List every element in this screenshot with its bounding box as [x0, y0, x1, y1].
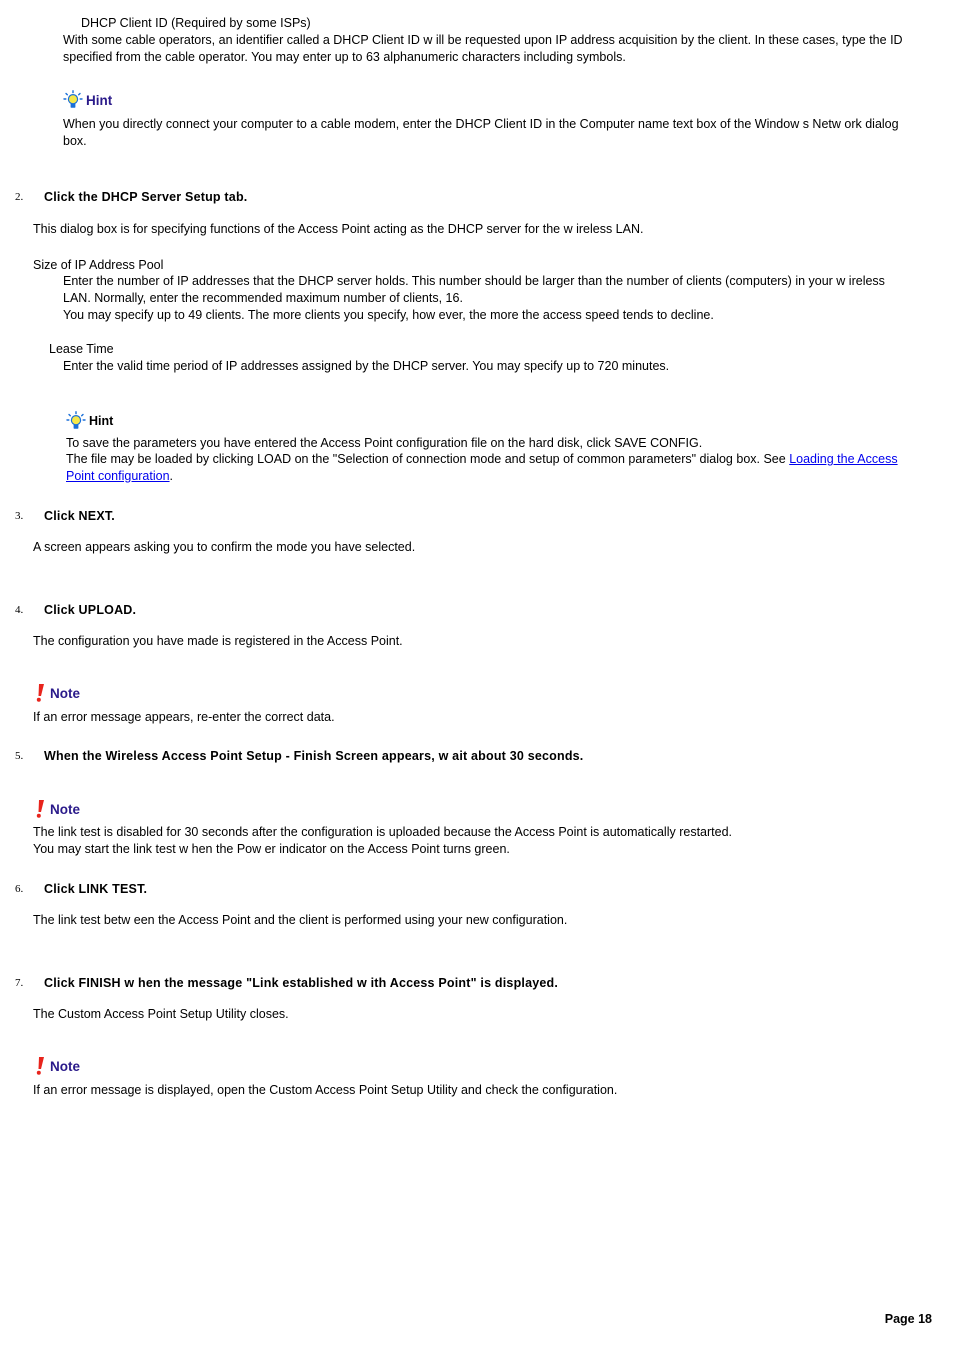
hint-line3: [66, 468, 173, 485]
note-line1: If an error message appears, re-enter the correct data.: [33, 710, 335, 724]
note-callout: [33, 1056, 80, 1076]
step-number: 2.: [15, 191, 24, 203]
step-title: Click the DHCP Server Setup tab.: [44, 190, 248, 204]
step-title: When the Wireless Access Point Setup - Finish Screen appears, w ait about 30 seconds.: [44, 749, 584, 763]
pool-line3: You may specify up to 49 clients. The more clients you specify, how ever, the more the access speed tends to decline.: [63, 308, 714, 322]
step-description: The Custom Access Point Setup Utility closes.: [33, 1007, 289, 1021]
hint-label: Hint: [89, 414, 114, 428]
note-label: Note: [50, 1058, 80, 1074]
exclamation-icon: [33, 1056, 47, 1076]
loading-config-link[interactable]: Loading the Access: [789, 452, 898, 466]
hint-period: .: [169, 469, 174, 483]
hint-line2: [66, 451, 898, 468]
hint-label: Hint: [86, 92, 113, 108]
note-label: Note: [50, 801, 80, 817]
pool-line2: LAN. Normally, enter the recommended maximum number of clients, 16.: [63, 291, 463, 305]
step-title: Click LINK TEST.: [44, 882, 148, 896]
note-label: Note: [50, 685, 80, 701]
pool-title: Size of IP Address Pool: [33, 258, 164, 272]
loading-config-link-continued[interactable]: Point configuration: [66, 469, 170, 483]
step-description: A screen appears asking you to confirm the mode you have selected.: [33, 540, 416, 554]
lease-line1: Enter the valid time period of IP addresses assigned by the DHCP server. You may specify up to 720 minutes.: [63, 359, 670, 373]
exclamation-icon: [33, 683, 47, 703]
note-line2: You may start the link test w hen the Pow er indicator on the Access Point turns green.: [33, 842, 510, 856]
step-number: 5.: [15, 750, 24, 762]
hint-line1: To save the parameters you have entered the Access Point configuration file on the hard disk, click SAVE CONFIG.: [66, 436, 703, 450]
hint-line2: box.: [63, 134, 87, 148]
step-title: Click FINISH w hen the message "Link established w ith Access Point" is displayed.: [44, 976, 559, 990]
exclamation-icon: [33, 799, 47, 819]
hint-callout: [63, 90, 112, 110]
page-number: Page 18: [884, 1312, 932, 1326]
dhcp-client-line2: specified from the cable operator. You may enter up to 63 alphanumeric characters including symbols.: [63, 50, 626, 64]
note-line1: If an error message is displayed, open the Custom Access Point Setup Utility and check the configuration.: [33, 1083, 618, 1097]
lightbulb-icon: [66, 411, 86, 431]
pool-line1: Enter the number of IP addresses that the DHCP server holds. This number should be larger than the number of clients (computers) in your w ireless: [63, 274, 885, 288]
hint-callout: [66, 411, 113, 431]
step-number: 6.: [15, 883, 24, 895]
dhcp-client-title: DHCP Client ID (Required by some ISPs): [81, 16, 311, 30]
step-description: The link test betw een the Access Point and the client is performed using your new configuration.: [33, 913, 568, 927]
lightbulb-icon: [63, 90, 83, 110]
note-callout: [33, 683, 80, 703]
step-description: This dialog box is for specifying functions of the Access Point acting as the DHCP server for the w ireless LAN.: [33, 222, 644, 236]
step-number: 3.: [15, 510, 24, 522]
step-number: 4.: [15, 604, 24, 616]
step-description: The configuration you have made is registered in the Access Point.: [33, 634, 403, 648]
step-number: 7.: [15, 977, 24, 989]
step-title: Click NEXT.: [44, 509, 115, 523]
hint-line1: When you directly connect your computer to a cable modem, enter the DHCP Client ID in the Computer name text box of the Window s Netw ork dialog: [63, 117, 899, 131]
note-callout: [33, 799, 80, 819]
hint-line2-text: The file may be loaded by clicking LOAD on the "Selection of connection mode and setup of common parameters" dialog box. See: [66, 452, 786, 466]
dhcp-client-line1: With some cable operators, an identifier called a DHCP Client ID w ill be requested upon IP address acquisition by the client. In these cases, type the ID: [63, 33, 903, 47]
lease-title: Lease Time: [49, 342, 114, 356]
note-line1: The link test is disabled for 30 seconds after the configuration is uploaded because the Access Point is automatically restarted.: [33, 825, 733, 839]
step-title: Click UPLOAD.: [44, 603, 137, 617]
